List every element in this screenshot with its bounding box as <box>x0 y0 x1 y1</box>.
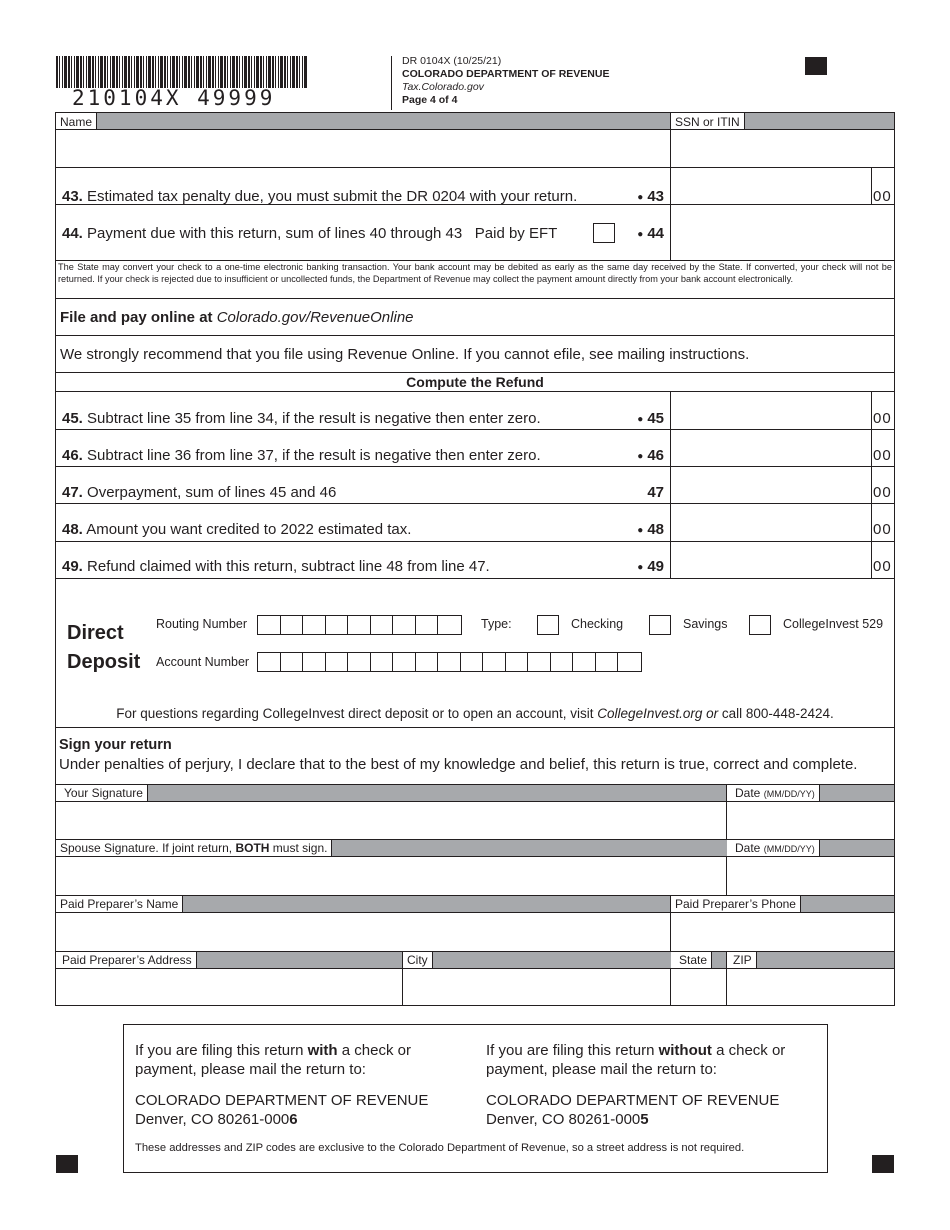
divider <box>56 727 894 728</box>
line-44-amount-field[interactable] <box>673 206 893 259</box>
file-online-text: File and pay online at Colorado.gov/RevenueOnline <box>60 309 414 326</box>
name-field[interactable] <box>58 131 668 167</box>
line-46-label: 46. Subtract line 36 from line 37, if the result is negative then enter zero. <box>62 447 541 464</box>
preparer-phone-field[interactable] <box>673 914 893 950</box>
agency-name: COLORADO DEPARTMENT OF REVENUE <box>402 68 610 80</box>
date-label: Date (MM/DD/YY) <box>727 785 820 801</box>
collegeinvest-link[interactable]: CollegeInvest.org or <box>597 706 719 721</box>
mail-with-agency: COLORADO DEPARTMENT OF REVENUE <box>135 1092 429 1109</box>
divider <box>56 503 894 504</box>
divider <box>56 466 894 467</box>
ssn-field[interactable] <box>673 131 893 167</box>
collegeinvest-note: For questions regarding CollegeInvest direct deposit or to open an account, visit CollegeInvest.org or call 800-448-2424. <box>116 706 834 721</box>
divider <box>56 129 894 130</box>
your-signature-label: Your Signature <box>56 785 148 801</box>
page-indicator: Page 4 of 4 <box>402 94 458 106</box>
direct-deposit-title: Direct Deposit <box>67 622 141 673</box>
ssn-label: SSN or ITIN <box>671 113 745 130</box>
divider <box>56 801 894 802</box>
line-45-amount-field[interactable] <box>673 393 870 428</box>
savings-checkbox[interactable] <box>649 615 671 635</box>
mailing-footnote: These addresses and ZIP codes are exclusive to the Colorado Department of Revenue, so a street address is not required. <box>135 1142 745 1154</box>
mail-without-city: Denver, CO 80261-0005 <box>486 1111 649 1128</box>
spouse-signature-field[interactable] <box>58 858 724 894</box>
line-49-cents: 00 <box>873 558 892 575</box>
checking-checkbox[interactable] <box>537 615 559 635</box>
divider <box>56 260 894 261</box>
spouse-signature-label: Spouse Signature. If joint return, BOTH must sign. <box>56 840 332 856</box>
divider <box>56 912 894 913</box>
account-number-input[interactable] <box>257 652 642 672</box>
your-signature-field[interactable] <box>58 803 724 838</box>
preparer-phone-label: Paid Preparer’s Phone <box>671 896 801 912</box>
divider <box>56 429 894 430</box>
barcode-number: 210104X 49999 <box>72 86 276 110</box>
line-47-amount-field[interactable] <box>673 468 870 503</box>
preparer-name-label: Paid Preparer’s Name <box>56 896 183 912</box>
spouse-date-label: Date (MM/DD/YY) <box>727 840 820 856</box>
divider <box>56 391 894 392</box>
divider <box>56 372 894 373</box>
line-43-ref: ● 43 <box>637 188 664 205</box>
compute-refund-heading: Compute the Refund <box>406 374 544 390</box>
zip-label: ZIP <box>727 952 757 968</box>
routing-number-label: Routing Number <box>156 617 248 631</box>
divider <box>56 335 894 336</box>
line-44-ref: ● 44 <box>637 225 664 242</box>
tax-form <box>55 112 895 1006</box>
sign-heading: Sign your return <box>59 737 172 753</box>
line-46-ref: ● 46 <box>637 447 664 464</box>
paid-by-eft-checkbox[interactable] <box>593 223 615 243</box>
line-43-label: 43. Estimated tax penalty due, you must submit the DR 0204 with your return. <box>62 188 578 205</box>
divider <box>56 204 894 205</box>
line-48-label: 48. Amount you want credited to 2022 estimated tax. <box>62 521 412 538</box>
collegeinvest-label: CollegeInvest 529 <box>783 617 884 631</box>
perjury-declaration: Under penalties of perjury, I declare that to the best of my knowledge and belief, this return is true, correct and complete. <box>59 756 858 773</box>
line-45-label: 45. Subtract line 35 from line 34, if the result is negative then enter zero. <box>62 410 541 427</box>
checking-label: Checking <box>571 617 624 631</box>
divider <box>56 541 894 542</box>
divider <box>670 204 671 260</box>
registration-mark-bottom-left <box>56 1155 78 1173</box>
mail-with-city: Denver, CO 80261-0006 <box>135 1111 298 1128</box>
divider <box>871 167 872 204</box>
label-band <box>56 113 894 130</box>
mail-without-payment <box>486 1041 816 1129</box>
collegeinvest-checkbox[interactable] <box>749 615 771 635</box>
account-number-label: Account Number <box>156 655 250 669</box>
divider <box>56 968 894 969</box>
account-type-label: Type: <box>481 617 512 631</box>
header-divider <box>391 56 392 110</box>
spouse-signature-date-field[interactable] <box>729 858 893 894</box>
divider <box>56 298 894 299</box>
preparer-address-label: Paid Preparer’s Address <box>56 952 197 968</box>
savings-label: Savings <box>683 617 728 631</box>
form-header-info <box>402 55 609 107</box>
line-49-ref: ● 49 <box>637 558 664 575</box>
line-48-ref: ● 48 <box>637 521 664 538</box>
state-label: State <box>671 952 712 968</box>
preparer-zip-field[interactable] <box>729 970 893 1005</box>
line-46-amount-field[interactable] <box>673 431 870 466</box>
barcode <box>56 56 308 88</box>
agency-website: Tax.Colorado.gov <box>402 81 484 93</box>
your-signature-date-field[interactable] <box>729 803 893 838</box>
city-label: City <box>403 952 433 968</box>
line-48-cents: 00 <box>873 521 892 538</box>
divider <box>56 578 894 579</box>
mailing-instructions <box>123 1024 828 1173</box>
preparer-city-field[interactable] <box>405 970 669 1005</box>
name-label: Name <box>56 113 97 130</box>
revenue-online-link[interactable]: Colorado.gov/RevenueOnline <box>216 309 414 326</box>
line-48-amount-field[interactable] <box>673 505 870 540</box>
line-47-cents: 00 <box>873 484 892 501</box>
mail-with-instructions: If you are filing this return with a check or payment, please mail the return to: <box>135 1042 411 1078</box>
mail-without-agency: COLORADO DEPARTMENT OF REVENUE <box>486 1092 780 1109</box>
line-46-cents: 00 <box>873 447 892 464</box>
routing-number-input[interactable] <box>257 615 462 635</box>
registration-mark-bottom-right <box>872 1155 894 1173</box>
line-45-cents: 00 <box>873 410 892 427</box>
divider <box>56 856 894 857</box>
divider <box>56 167 894 168</box>
divider <box>871 391 872 578</box>
line-49-amount-field[interactable] <box>673 543 870 578</box>
line-49-label: 49. Refund claimed with this return, subtract line 48 from line 47. <box>62 558 490 575</box>
mail-without-instructions: If you are filing this return without a check or payment, please mail the return to: <box>486 1042 786 1078</box>
form-id: DR 0104X (10/25/21) <box>402 55 502 67</box>
preparer-name-field[interactable] <box>58 914 668 950</box>
line-45-ref: ● 45 <box>637 410 664 427</box>
mail-with-payment <box>135 1041 455 1129</box>
registration-mark-top-right <box>805 57 827 75</box>
line-43-amount-field[interactable] <box>673 169 871 204</box>
divider <box>670 391 671 578</box>
preparer-address-field[interactable] <box>58 970 400 1005</box>
line-43-cents: 00 <box>873 188 892 205</box>
recommend-text: We strongly recommend that you file using Revenue Online. If you cannot efile, see mailing instructions. <box>60 346 750 363</box>
preparer-state-field[interactable] <box>673 970 725 1005</box>
line-47-label: 47. Overpayment, sum of lines 45 and 46 <box>62 484 337 501</box>
line-44-label: 44. Payment due with this return, sum of lines 40 through 43 Paid by EFT <box>62 225 558 242</box>
check-conversion-notice: The State may convert your check to a one-time electronic banking transaction. Your bank account may be debited as early as the same day received by the State. If converted, your check will not be returned. If your check is rejected due to insufficient or uncollected funds, the Department of Revenue may collect the payment amount directly from your bank account electronically. <box>58 262 892 284</box>
line-47-ref: 47 <box>647 484 664 501</box>
